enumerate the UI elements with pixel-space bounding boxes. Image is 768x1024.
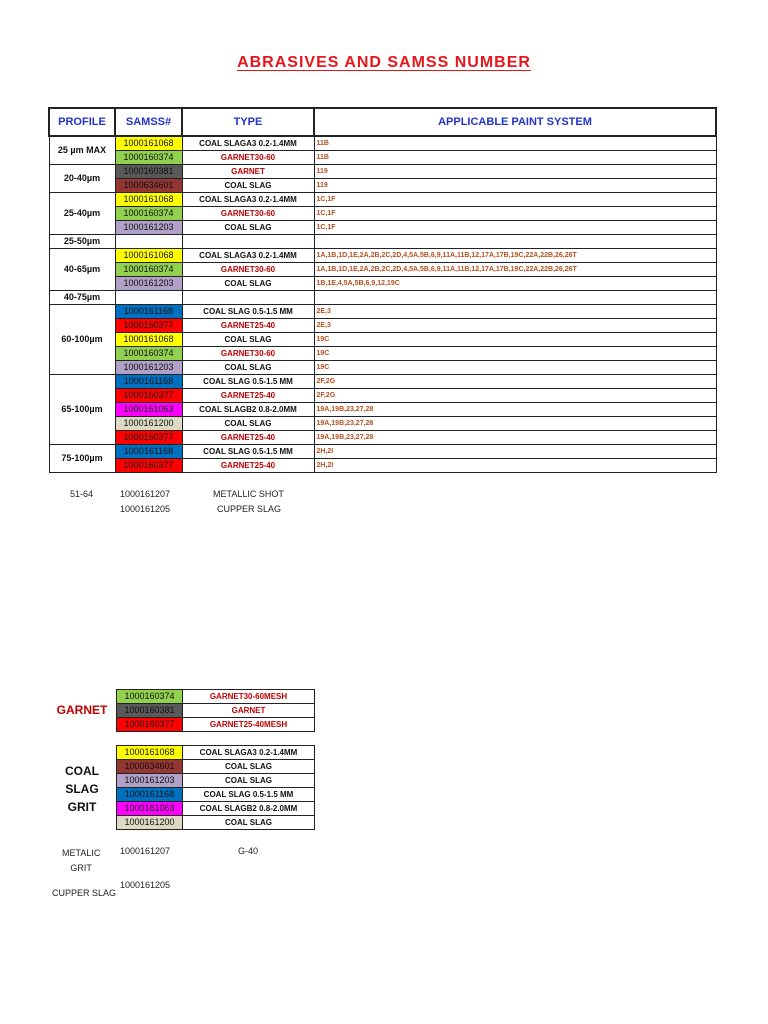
- header-samss: SAMSS#: [115, 108, 182, 136]
- coal-slag-grit-label: [54, 762, 110, 816]
- cupper-slag-label: CUPPER SLAG: [52, 888, 117, 898]
- samss-cell: 1000161203: [117, 774, 183, 788]
- type-cell: COAL SLAG: [182, 361, 314, 375]
- samss-cell: 1000160377: [115, 459, 182, 473]
- table-row: [49, 361, 716, 375]
- type-cell: GARNET25-40: [182, 431, 314, 445]
- table-row: [49, 249, 716, 263]
- samss-cell: 1000160374: [115, 207, 182, 221]
- samss-cell: 1000161203: [115, 361, 182, 375]
- type-cell: GARNET30-60MESH: [183, 690, 315, 704]
- paint-system-cell: [314, 235, 716, 249]
- garnet-label: GARNET: [56, 703, 108, 717]
- garnet-row: [117, 704, 315, 718]
- table-row: [49, 165, 716, 179]
- type-cell: COAL SLAG 0.5-1.5 MM: [182, 375, 314, 389]
- samss-cell: 1000160377: [115, 389, 182, 403]
- paint-system-cell: 2E,3: [314, 305, 716, 319]
- profile-cell: 60-100µm: [49, 305, 115, 375]
- extra-profile: 51-64: [70, 489, 94, 499]
- table-row: [49, 193, 716, 207]
- paint-system-cell: 2E,3: [314, 319, 716, 333]
- samss-cell: 1000160374: [115, 151, 182, 165]
- samss-cell: 1000161168: [117, 788, 183, 802]
- extra-samss-2: 1000161205: [120, 504, 171, 514]
- type-cell: COAL SLAG: [182, 179, 314, 193]
- samss-cell: 1000161200: [115, 417, 182, 431]
- paint-system-cell: 2H,2I: [314, 445, 716, 459]
- paint-system-cell: 2F,2G: [314, 389, 716, 403]
- coal-label-line-3: GRIT: [67, 800, 97, 814]
- profile-cell: 40-65µm: [49, 249, 115, 291]
- table-header-row: [49, 108, 716, 136]
- coal-row: [117, 816, 315, 830]
- garnet-row: [117, 718, 315, 732]
- profile-cell: 75-100µm: [49, 445, 115, 473]
- samss-cell: 1000160381: [115, 165, 182, 179]
- coal-row: [117, 760, 315, 774]
- table-row: [49, 136, 716, 151]
- page-title: ABRASIVES AND SAMSS NUMBER: [237, 54, 531, 71]
- type-cell: COAL SLAGB2 0.8-2.0MM: [182, 403, 314, 417]
- samss-cell: 1000634601: [115, 179, 182, 193]
- profile-cell: 25 µm MAX: [49, 136, 115, 165]
- cupper-samss: 1000161205: [120, 880, 171, 890]
- paint-system-cell: 2F,2G: [314, 375, 716, 389]
- type-cell: COAL SLAG: [182, 417, 314, 431]
- type-cell: COAL SLAGA3 0.2-1.4MM: [182, 249, 314, 263]
- extra-samss-1: 1000161207: [120, 489, 171, 499]
- coal-row: [117, 788, 315, 802]
- paint-system-cell: [314, 291, 716, 305]
- samss-cell: 1000160374: [115, 347, 182, 361]
- samss-cell: 1000160377: [117, 718, 183, 732]
- extra-type-1: METALLIC SHOT: [213, 489, 284, 499]
- samss-cell: 1000160374: [115, 263, 182, 277]
- type-cell: COAL SLAG: [182, 277, 314, 291]
- samss-cell: 1000161063: [117, 802, 183, 816]
- paint-system-cell: 1C,1F: [314, 221, 716, 235]
- samss-cell: 1000161168: [115, 305, 182, 319]
- table-row: [49, 459, 716, 473]
- type-cell: COAL SLAGA3 0.2-1.4MM: [183, 746, 315, 760]
- samss-cell: 1000161203: [115, 277, 182, 291]
- type-cell: GARNET25-40MESH: [183, 718, 315, 732]
- samss-cell: 1000634601: [117, 760, 183, 774]
- paint-system-cell: 19A,19B,23,27,28: [314, 417, 716, 431]
- table-row: [49, 277, 716, 291]
- table-row: [49, 319, 716, 333]
- metalic-label-line-1: METALIC: [62, 848, 101, 858]
- coal-label-line-1: COAL: [65, 764, 99, 778]
- type-cell: COAL SLAG: [183, 774, 315, 788]
- type-cell: COAL SLAG: [183, 760, 315, 774]
- table-row: [49, 347, 716, 361]
- profile-cell: 40-75µm: [49, 291, 115, 305]
- table-row: [49, 263, 716, 277]
- table-row: [49, 403, 716, 417]
- samss-cell: 1000161068: [117, 746, 183, 760]
- samss-cell: [115, 235, 182, 249]
- table-row: [49, 333, 716, 347]
- metalic-samss: 1000161207: [120, 846, 171, 856]
- type-cell: COAL SLAGA3 0.2-1.4MM: [182, 193, 314, 207]
- samss-cell: 1000161168: [115, 375, 182, 389]
- type-cell: GARNET25-40: [182, 389, 314, 403]
- coal-row: [117, 746, 315, 760]
- paint-system-cell: 19C: [314, 361, 716, 375]
- type-cell: COAL SLAG 0.5-1.5 MM: [183, 788, 315, 802]
- samss-cell: 1000160377: [115, 431, 182, 445]
- samss-cell: 1000161068: [115, 193, 182, 207]
- samss-cell: 1000161168: [115, 445, 182, 459]
- header-profile: PROFILE: [49, 108, 115, 136]
- paint-system-cell: 1A,1B,1D,1E,2A,2B,2C,2D,4,5A,5B,6,9,11A,11B,12,17A,17B,19C,22A,22B,26,26T: [314, 249, 716, 263]
- samss-cell: 1000161068: [115, 333, 182, 347]
- profile-cell: 25-50µm: [49, 235, 115, 249]
- table-row: [49, 431, 716, 445]
- paint-system-cell: 1B,1E,4,5A,5B,6,9,12,19C: [314, 277, 716, 291]
- table-row: [49, 221, 716, 235]
- metalic-label-line-2: GRIT: [70, 863, 92, 873]
- type-cell: GARNET30-60: [182, 347, 314, 361]
- profile-cell: 25-40µm: [49, 193, 115, 235]
- header-type: TYPE: [182, 108, 314, 136]
- samss-cell: 1000161068: [115, 136, 182, 151]
- type-cell: [182, 291, 314, 305]
- type-cell: GARNET30-60: [182, 151, 314, 165]
- table-row: [49, 305, 716, 319]
- samss-cell: 1000161203: [115, 221, 182, 235]
- samss-cell: 1000160374: [117, 690, 183, 704]
- paint-system-cell: 2H,2I: [314, 459, 716, 473]
- paint-system-cell: 1C,1F: [314, 207, 716, 221]
- paint-system-cell: 19C: [314, 347, 716, 361]
- table-row: [49, 179, 716, 193]
- table-row: [49, 375, 716, 389]
- type-cell: COAL SLAG: [183, 816, 315, 830]
- paint-system-cell: 1C,1F: [314, 193, 716, 207]
- abrasives-table: [48, 107, 717, 473]
- table-row: [49, 389, 716, 403]
- coal-row: [117, 802, 315, 816]
- table-row: [49, 417, 716, 431]
- type-cell: GARNET: [182, 165, 314, 179]
- type-cell: COAL SLAGA3 0.2-1.4MM: [182, 136, 314, 151]
- type-cell: [182, 235, 314, 249]
- header-paint-system: APPLICABLE PAINT SYSTEM: [314, 108, 716, 136]
- type-cell: COAL SLAGB2 0.8-2.0MM: [183, 802, 315, 816]
- paint-system-cell: 19A,19B,23,27,28: [314, 431, 716, 445]
- metalic-grit-label: [62, 846, 100, 876]
- type-cell: GARNET25-40: [182, 459, 314, 473]
- table-row: [49, 235, 716, 249]
- samss-cell: 1000161200: [117, 816, 183, 830]
- profile-cell: 20-40µm: [49, 165, 115, 193]
- paint-system-cell: 119: [314, 179, 716, 193]
- table-row: [49, 207, 716, 221]
- table-body: [49, 136, 716, 473]
- coal-row: [117, 774, 315, 788]
- paint-system-cell: 19C: [314, 333, 716, 347]
- extra-type-2: CUPPER SLAG: [217, 504, 282, 514]
- table-row: [49, 291, 716, 305]
- coal-slag-table: [116, 745, 315, 830]
- type-cell: GARNET30-60: [182, 263, 314, 277]
- paint-system-cell: 19A,19B,23,27,28: [314, 403, 716, 417]
- type-cell: COAL SLAG 0.5-1.5 MM: [182, 305, 314, 319]
- garnet-table: [116, 689, 315, 732]
- profile-cell: 65-100µm: [49, 375, 115, 445]
- garnet-row: [117, 690, 315, 704]
- type-cell: COAL SLAG: [182, 333, 314, 347]
- paint-system-cell: 1A,1B,1D,1E,2A,2B,2C,2D,4,5A,5B,6,9,11A,11B,12,17A,17B,19C,22A,22B,26,26T: [314, 263, 716, 277]
- samss-cell: [115, 291, 182, 305]
- paint-system-cell: 119: [314, 165, 716, 179]
- samss-cell: 1000160381: [117, 704, 183, 718]
- type-cell: GARNET: [183, 704, 315, 718]
- samss-cell: 1000161063: [115, 403, 182, 417]
- coal-label-line-2: SLAG: [65, 782, 99, 796]
- samss-cell: 1000160377: [115, 319, 182, 333]
- table-row: [49, 151, 716, 165]
- paint-system-cell: 11B: [314, 151, 716, 165]
- metalic-type: G-40: [238, 846, 259, 856]
- table-row: [49, 445, 716, 459]
- type-cell: COAL SLAG: [182, 221, 314, 235]
- type-cell: COAL SLAG 0.5-1.5 MM: [182, 445, 314, 459]
- paint-system-cell: 11B: [314, 136, 716, 151]
- type-cell: GARNET25-40: [182, 319, 314, 333]
- type-cell: GARNET30-60: [182, 207, 314, 221]
- samss-cell: 1000161068: [115, 249, 182, 263]
